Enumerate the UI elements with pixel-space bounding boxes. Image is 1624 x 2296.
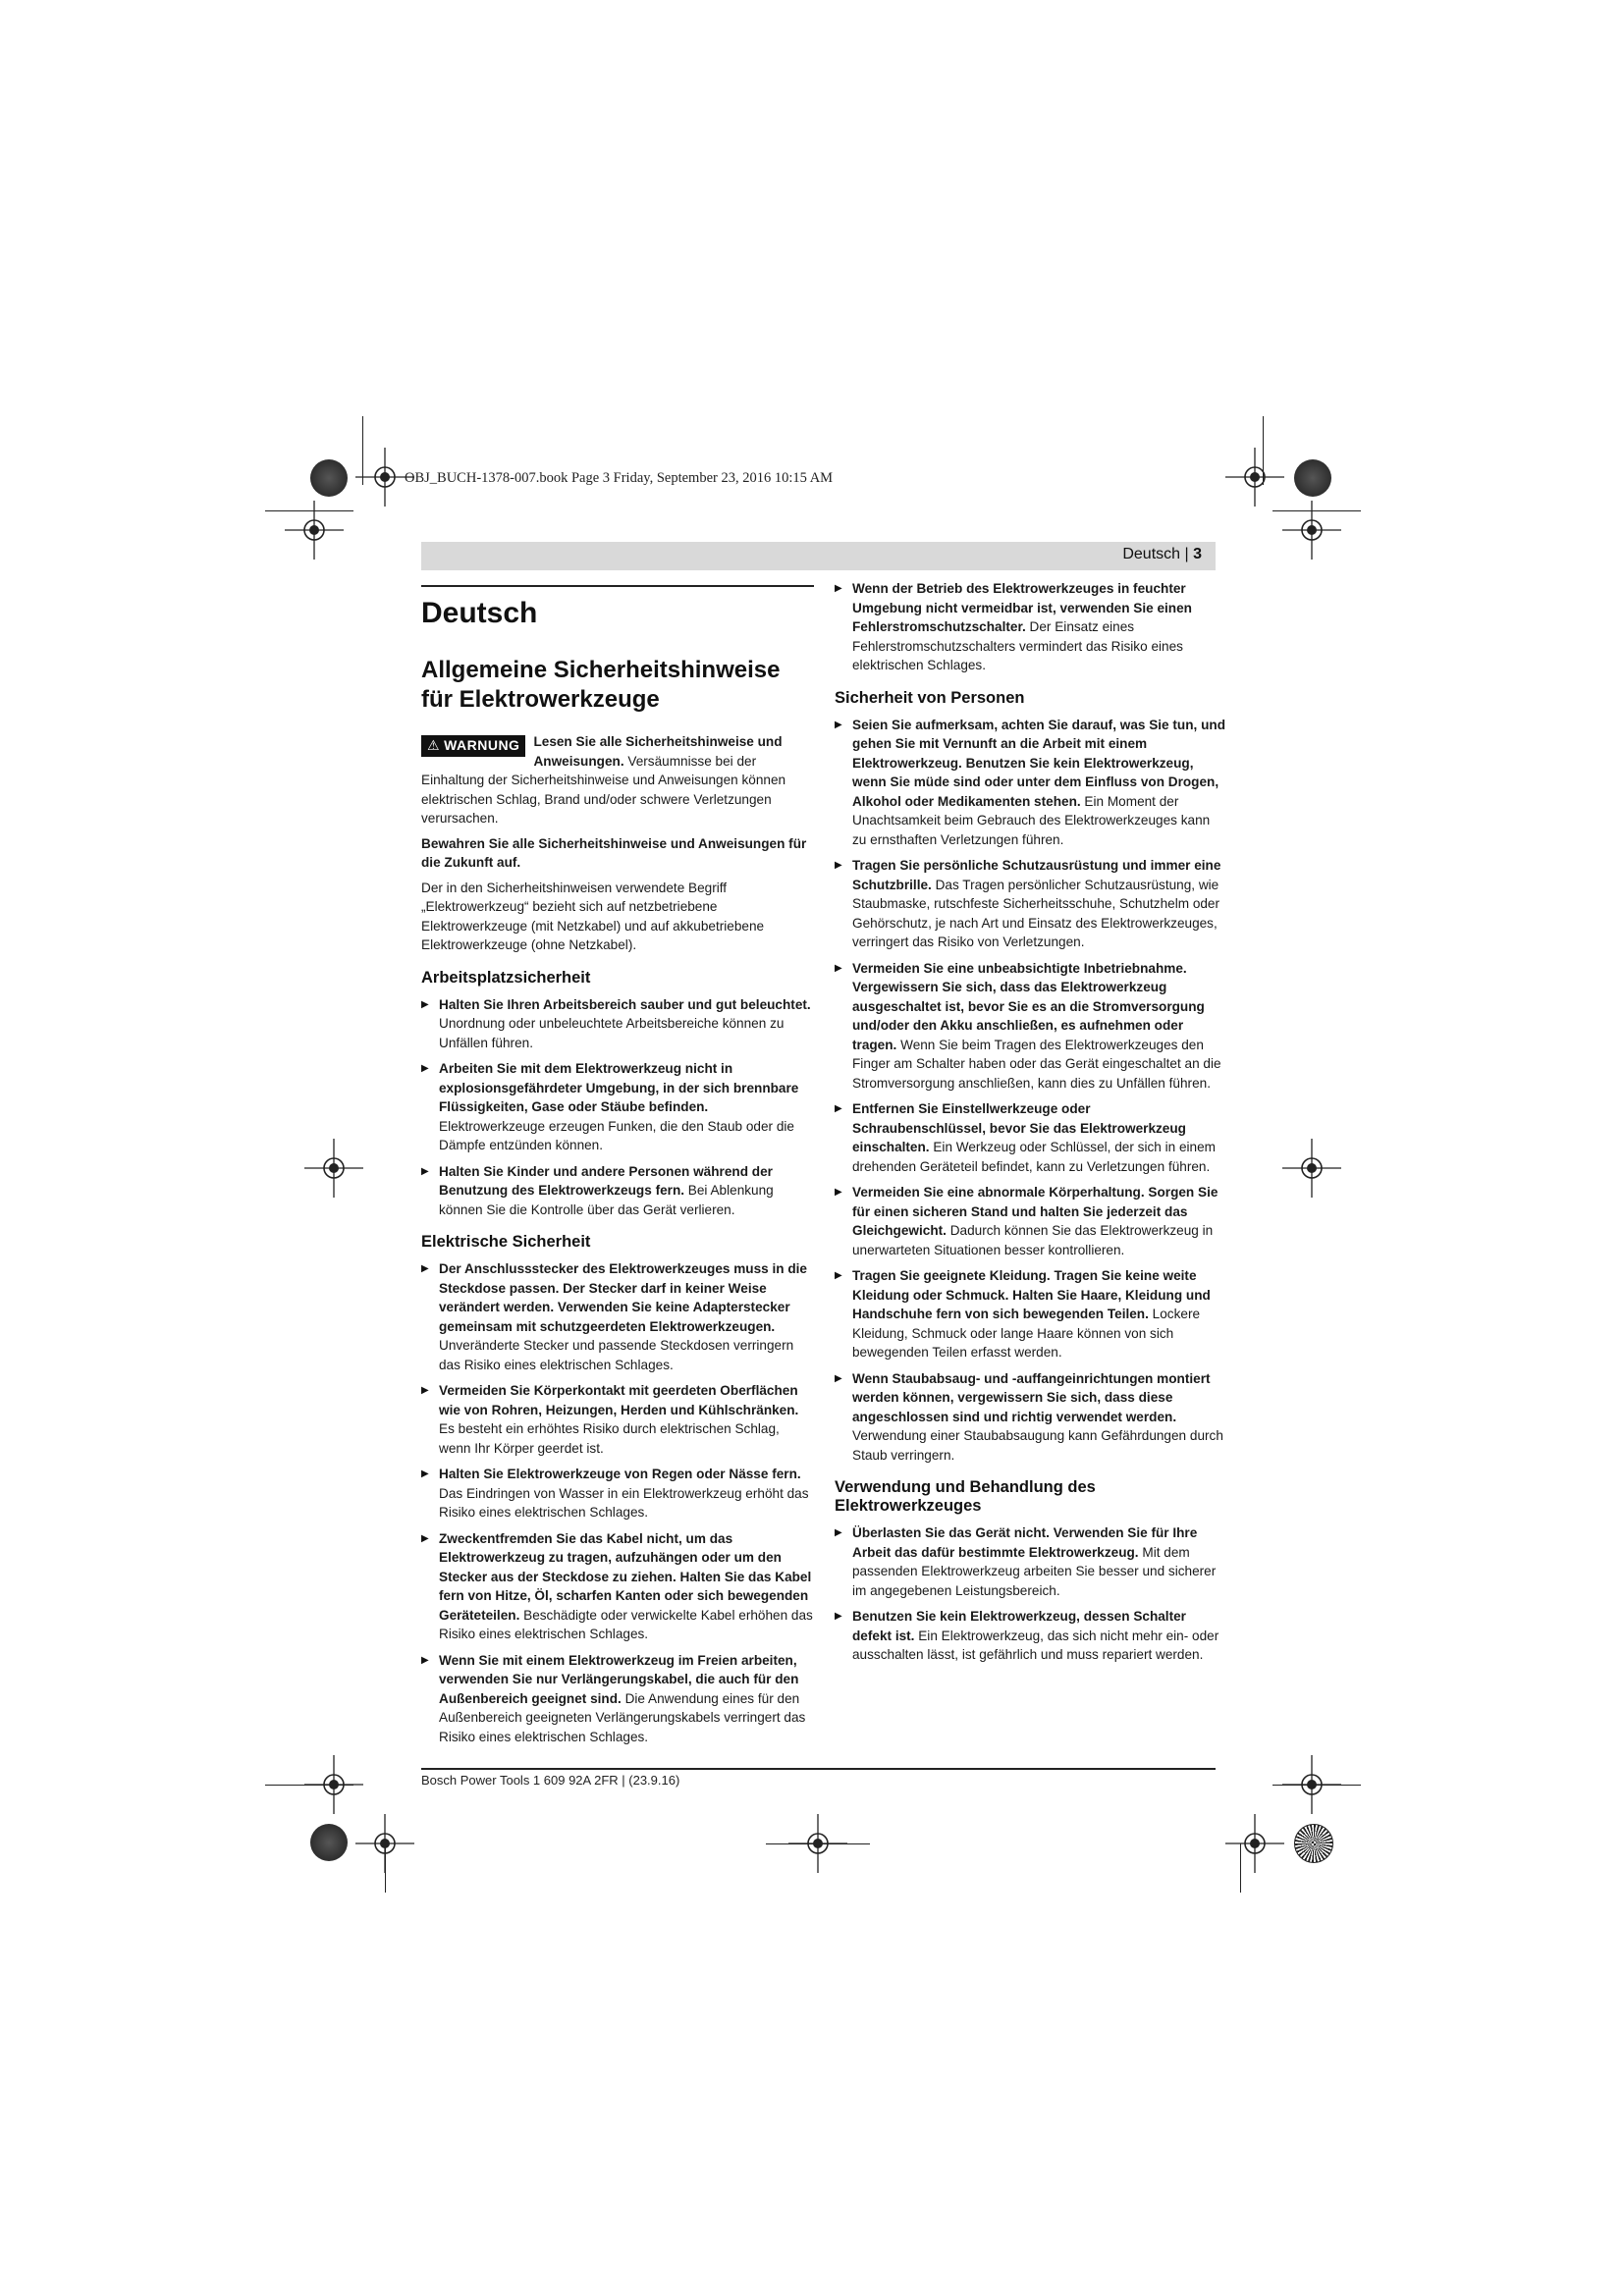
usage-heading: Verwendung und Behandlung des Elektrowerkzeuges [835,1478,1096,1515]
footer-rule [421,1768,1216,1770]
registration-mark-left-upper [285,501,344,560]
registration-mark-top-right [1225,448,1284,507]
trim-line [265,1785,353,1786]
list-item: ▶ Tragen Sie persönliche Schutzausrüstung und immer eine Schutzbrille. Das Tragen persönlicher Schutzausrüstung, wie Staubmaske, rutschfeste Sicherheitsschuhe, Schutzhelm oder Gehörschutz, je nach Art und Einsatz des Elektrowerkzeuges, verringert das Risiko von Verletzungen. [835,856,1227,952]
list-item: ▶ Arbeiten Sie mit dem Elektrowerkzeug nicht in explosionsgefährdeter Umgebung, in der sich brennbare Flüssigkeiten, Gase oder Stäube befinden. Elektrowerkzeuge erzeugen Funken, die den Staub oder die Dämpfe entzünden können. [421,1059,814,1155]
warning-triangle-icon: ⚠ [427,737,441,753]
workplace-list [421,995,814,1220]
right-column [835,579,1227,1672]
definition-paragraph: Der in den Sicherheitshinweisen verwendete Begriff „Elektrowerkzeug“ bezieht sich auf netzbetriebene Elektrowerkzeuge (mit Netzkabel) und auf akkubetriebene Elektrowerkzeuge (ohne Netzkabel). [421,880,765,952]
page-number: 3 [1193,546,1202,562]
list-item: ▶ Tragen Sie geeignete Kleidung. Tragen Sie keine weite Kleidung oder Schmuck. Halten Sie Haare, Kleidung und Handschuhe fern von sich bewegenden Teilen. Lockere Kleidung, Schmuck oder lange Haare können von sich bewegenden Teilen erfasst werden. [835,1266,1227,1362]
page-footer: Bosch Power Tools 1 609 92A 2FR | (23.9.16) [421,1773,680,1788]
list-item: ▶ Halten Sie Ihren Arbeitsbereich sauber und gut beleuchtet. Unordnung oder unbeleuchtete Arbeitsbereiche können zu Unfällen führen. [421,995,814,1053]
keep-notice: Bewahren Sie alle Sicherheitshinweise und Anweisungen für die Zukunft auf. [421,835,807,870]
color-disc-top-left [310,459,348,497]
list-item: ▶ Vermeiden Sie eine abnormale Körperhaltung. Sorgen Sie für einen sicheren Stand und halten Sie jederzeit das Gleichgewicht. Dadurch können Sie das Elektrowerkzeug in unerwarteten Situationen besser kontrollieren. [835,1183,1227,1259]
title-rule [421,585,814,587]
warning-paragraph [421,732,814,828]
warning-badge-label: WARNUNG [444,737,520,753]
print-info-line: OBJ_BUCH-1378-007.book Page 3 Friday, September 23, 2016 10:15 AM [405,470,834,486]
list-item: ▶ Vermeiden Sie eine unbeabsichtigte Inbetriebnahme. Vergewissern Sie sich, dass das Elektrowerkzeug ausgeschaltet ist, bevor Sie es an die Stromversorgung und/oder den Akku anschließen, es aufnehmen oder tragen. Wenn Sie beim Tragen des Elektrowerkzeuges den Finger am Schalter haben oder das Gerät eingeschaltet an die Stromversorgung anschließen, kann dies zu Unfällen führen. [835,959,1227,1094]
list-item: ▶ Benutzen Sie kein Elektrowerkzeug, dessen Schalter defekt ist. Ein Elektrowerkzeug, das sich nicht mehr ein- oder ausschalten lässt, ist gefährlich und muss repariert werden. [835,1607,1227,1665]
personal-list [835,716,1227,1466]
page-header: Deutsch | 3 [1122,546,1202,562]
registration-mark-right-upper [1282,501,1341,560]
electrical-list-continued [835,579,1227,675]
list-item: ▶ Zweckentfremden Sie das Kabel nicht, um das Elektrowerkzeug zu tragen, aufzuhängen oder um den Stecker aus der Steckdose zu ziehen. Halten Sie das Kabel fern von Hitze, Öl, scharfen Kanten oder sich bewegenden Geräteteilen. Beschädigte oder verwickelte Kabel erhöhen das Risiko eines elektrischen Schlages. [421,1529,814,1644]
registration-mark-right-middle [1282,1139,1341,1198]
section-title: Allgemeine Sicherheitshinweise für Elektrowerkzeuge [421,657,781,713]
list-item: ▶ Vermeiden Sie Körperkontakt mit geerdeten Oberflächen wie von Rohren, Heizungen, Herden und Kühlschränken. Es besteht ein erhöhtes Risiko durch elektrischen Schlag, wenn Ihr Körper geerdet ist. [421,1381,814,1458]
workplace-heading: Arbeitsplatzsicherheit [421,968,591,987]
color-disc-bottom-left [310,1824,348,1861]
trim-line [385,1843,386,1893]
color-disc-top-right [1294,459,1331,497]
electrical-heading: Elektrische Sicherheit [421,1233,591,1251]
list-item: ▶ Der Anschlussstecker des Elektrowerkzeuges muss in die Steckdose passen. Der Stecker darf in keiner Weise verändert werden. Verwenden Sie keine Adapterstecker gemeinsam mit schutzgeerdeten Elektrowerkzeugen. Unveränderte Stecker und passende Steckdosen verringern das Risiko eines elektrischen Schlages. [421,1259,814,1374]
trim-line [1240,1843,1241,1893]
warning-text: Versäumnisse bei der Einhaltung der Sicherheitshinweise und Anweisungen können elektrischen Schlag, Brand und/oder schwere Verletzungen verursachen. [421,753,786,826]
page-title: Deutsch [421,597,538,629]
usage-list [835,1523,1227,1665]
trim-line [1272,1785,1361,1786]
registration-mark-left-middle [304,1139,363,1198]
personal-heading: Sicherheit von Personen [835,688,1025,707]
list-item: ▶ Halten Sie Elektrowerkzeuge von Regen oder Nässe fern. Das Eindringen von Wasser in ein Elektrowerkzeug erhöht das Risiko eines elektrischen Schlages. [421,1465,814,1522]
color-disc-bottom-right [1294,1824,1333,1863]
list-item: ▶ Halten Sie Kinder und andere Personen während der Benutzung des Elektrowerkzeugs fern. Bei Ablenkung können Sie die Kontrolle über das Gerät verlieren. [421,1162,814,1220]
list-item: ▶ Überlasten Sie das Gerät nicht. Verwenden Sie für Ihre Arbeit das dafür bestimmte Elektrowerkzeug. Mit dem passenden Elektrowerkzeug arbeiten Sie besser und sicherer im angegebenen Leistungsbereich. [835,1523,1227,1600]
list-item: ▶ Entfernen Sie Einstellwerkzeuge oder Schraubenschlüssel, bevor Sie das Elektrowerkzeug einschalten. Ein Werkzeug oder Schlüssel, der sich in einem drehenden Geräteteil befindet, kann zu Verletzungen führen. [835,1099,1227,1176]
left-column [421,579,814,1753]
list-item: ▶ Seien Sie aufmerksam, achten Sie darauf, was Sie tun, und gehen Sie mit Vernunft an die Arbeit mit einem Elektrowerkzeug. Benutzen Sie kein Elektrowerkzeug, wenn Sie müde sind oder unter dem Einfluss von Drogen, Alkohol oder Medikamenten stehen. Ein Moment der Unachtsamkeit beim Gebrauch des Elektrowerkzeuges kann zu ernsthaften Verletzungen führen. [835,716,1227,850]
registration-mark-bottom-right [1225,1814,1284,1873]
list-item: ▶ Wenn der Betrieb des Elektrowerkzeuges in feuchter Umgebung nicht vermeidbar ist, verwenden Sie einen Fehlerstromschutzschalter. Der Einsatz eines Fehlerstromschutzschalters vermindert das Risiko eines elektrischen Schlages. [835,579,1227,675]
electrical-list [421,1259,814,1746]
list-item: ▶ Wenn Staubabsaug- und -auffangeinrichtungen montiert werden können, vergewissern Sie sich, dass diese angeschlossen sind und richtig verwendet werden. Verwendung einer Staubabsaugung kann Gefährdungen durch Staub verringern. [835,1369,1227,1466]
trim-line [766,1843,870,1844]
page-header-bar [421,542,1216,570]
list-item: ▶ Wenn Sie mit einem Elektrowerkzeug im Freien arbeiten, verwenden Sie nur Verlängerungskabel, die auch für den Außenbereich geeignet sind. Die Anwendung eines für den Außenbereich geeigneten Verlängerungskabels verringert das Risiko eines elektrischen Schlages. [421,1651,814,1747]
warning-badge [421,735,525,757]
header-language: Deutsch [1122,546,1181,562]
warning-lead: Lesen Sie alle Sicherheitshinweise und Anweisungen. [533,734,783,769]
